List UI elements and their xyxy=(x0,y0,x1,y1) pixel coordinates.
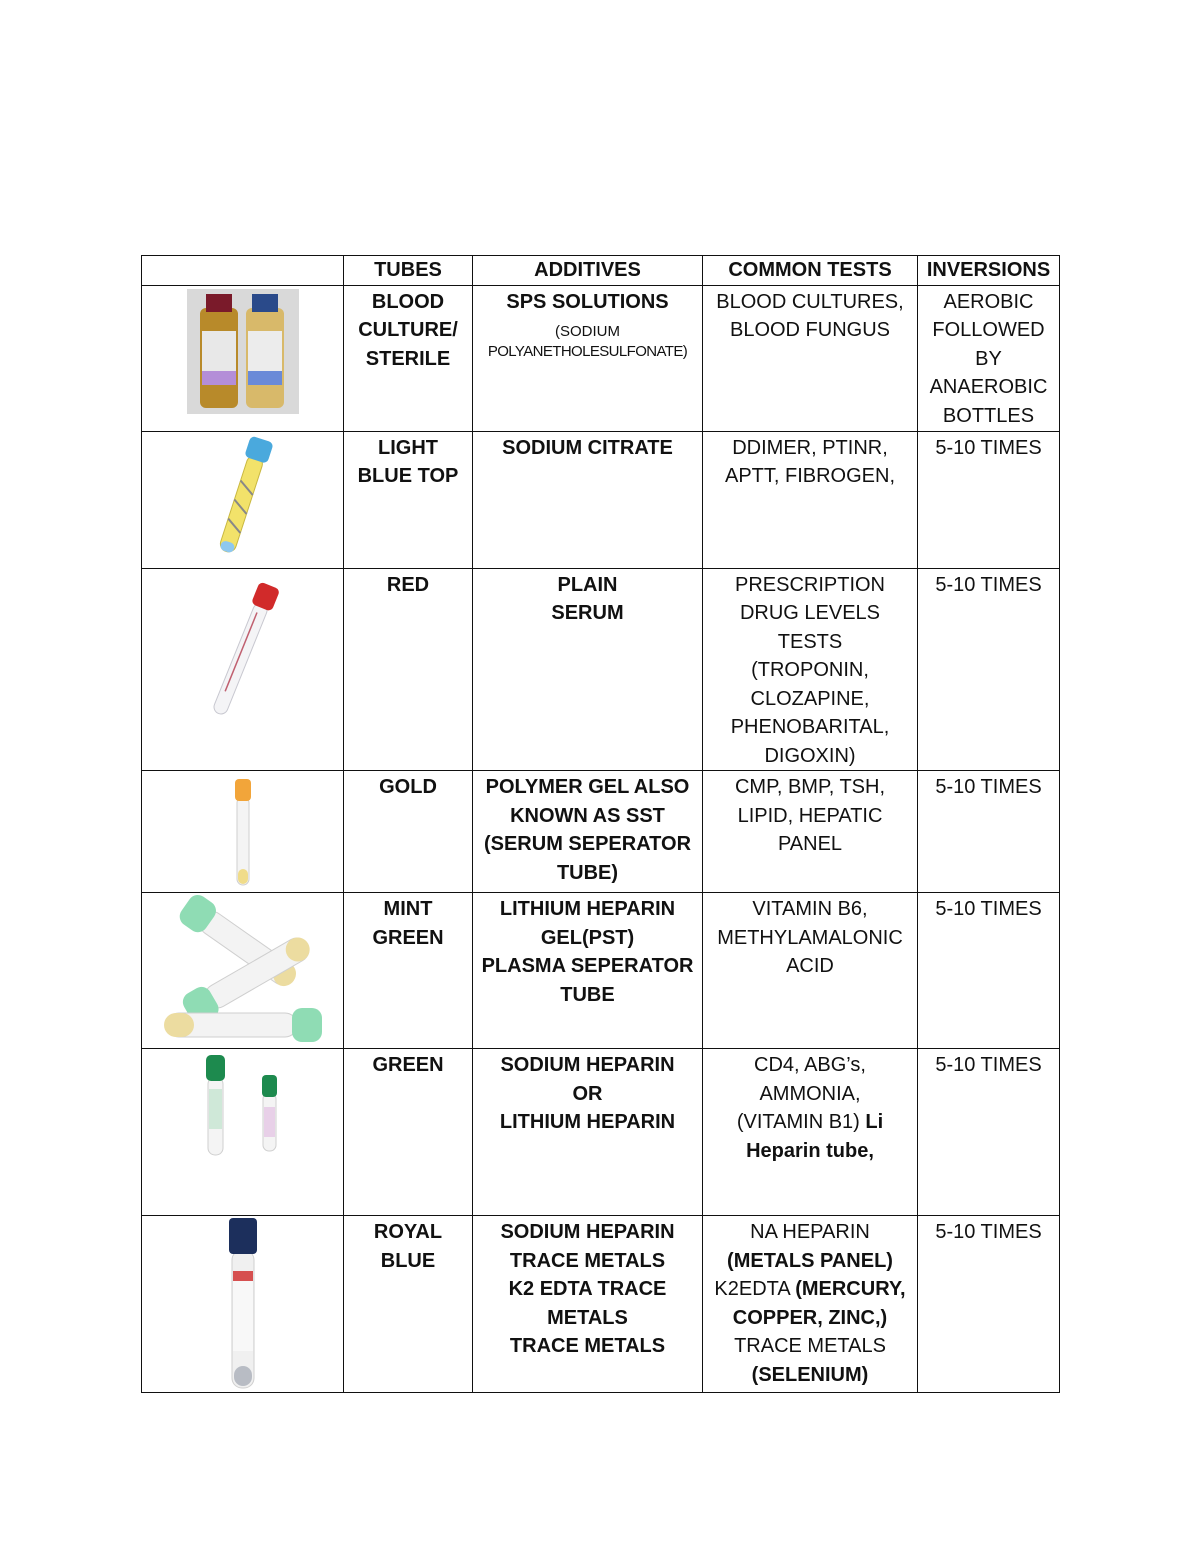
additives: LITHIUM HEPARIN GEL(PST) PLASMA SEPERATOR TUBE xyxy=(473,893,703,1049)
image-cell xyxy=(142,568,344,771)
additives: SODIUM HEPARIN TRACE METALS K2 EDTA TRACE METALS TRACE METALS xyxy=(473,1216,703,1393)
tube-reference-table xyxy=(141,255,1060,1393)
image-cell xyxy=(142,1216,344,1393)
green-top-tubes-icon xyxy=(142,1049,343,1215)
inversions: 5-10 TIMES xyxy=(918,1049,1060,1216)
header-additives: ADDITIVES xyxy=(473,256,703,286)
common-tests: BLOOD CULTURES, BLOOD FUNGUS xyxy=(703,285,918,431)
tube-name: GREEN xyxy=(344,1049,473,1216)
tube-name: RED xyxy=(344,568,473,771)
header-common-tests: COMMON TESTS xyxy=(703,256,918,286)
header-image xyxy=(142,256,344,286)
additives: SPS SOLUTIONS (SODIUM POLYANETHOLESULFONATE) xyxy=(473,285,703,431)
inversions: 5-10 TIMES xyxy=(918,1216,1060,1393)
additives: PLAIN SERUM xyxy=(473,568,703,771)
inversions: 5-10 TIMES xyxy=(918,771,1060,893)
header-inversions: INVERSIONS xyxy=(918,256,1060,286)
common-tests: CMP, BMP, TSH, LIPID, HEPATIC PANEL xyxy=(703,771,918,893)
table-row xyxy=(142,1216,1060,1393)
image-cell xyxy=(142,285,344,431)
table-row xyxy=(142,1049,1060,1216)
inversions: 5-10 TIMES xyxy=(918,893,1060,1049)
tube-name: BLOOD CULTURE/ STERILE xyxy=(344,285,473,431)
tube-name: LIGHT BLUE TOP xyxy=(344,431,473,568)
royal-blue-top-tube-icon xyxy=(142,1216,343,1392)
table-row xyxy=(142,771,1060,893)
common-tests: VITAMIN B6, METHYLAMALONIC ACID xyxy=(703,893,918,1049)
image-cell xyxy=(142,893,344,1049)
tube-name: GOLD xyxy=(344,771,473,893)
common-tests: PRESCRIPTION DRUG LEVELS TESTS (TROPONIN, CLOZAPINE, PHENOBARITAL, DIGOXIN) xyxy=(703,568,918,771)
light-blue-top-tube-icon xyxy=(142,432,343,568)
image-cell xyxy=(142,431,344,568)
table-row xyxy=(142,285,1060,431)
inversions: AEROBIC FOLLOWED BY ANAEROBIC BOTTLES xyxy=(918,285,1060,431)
inversions: 5-10 TIMES xyxy=(918,568,1060,771)
tube-name: MINT GREEN xyxy=(344,893,473,1049)
red-top-tube-icon xyxy=(142,569,343,771)
gold-top-tube-icon xyxy=(142,771,343,892)
common-tests: CD4, ABG’s, AMMONIA, (VITAMIN B1) Li Heparin tube, xyxy=(703,1049,918,1216)
table-row xyxy=(142,893,1060,1049)
table-row xyxy=(142,568,1060,771)
tube-name: ROYAL BLUE xyxy=(344,1216,473,1393)
header-tubes: TUBES xyxy=(344,256,473,286)
inversions: 5-10 TIMES xyxy=(918,431,1060,568)
additives: POLYMER GEL ALSO KNOWN AS SST (SERUM SEPERATOR TUBE) xyxy=(473,771,703,893)
image-cell xyxy=(142,1049,344,1216)
table-row xyxy=(142,431,1060,568)
image-cell xyxy=(142,771,344,893)
blood-culture-bottles-icon xyxy=(142,286,343,431)
additives: SODIUM CITRATE xyxy=(473,431,703,568)
common-tests: DDIMER, PTINR, APTT, FIBROGEN, xyxy=(703,431,918,568)
header-row xyxy=(142,256,1060,286)
additives: SODIUM HEPARIN OR LITHIUM HEPARIN xyxy=(473,1049,703,1216)
mint-green-tubes-icon xyxy=(142,893,343,1048)
common-tests: NA HEPARIN (METALS PANEL) K2EDTA (MERCURY, COPPER, ZINC,) TRACE METALS (SELENIUM) xyxy=(703,1216,918,1393)
